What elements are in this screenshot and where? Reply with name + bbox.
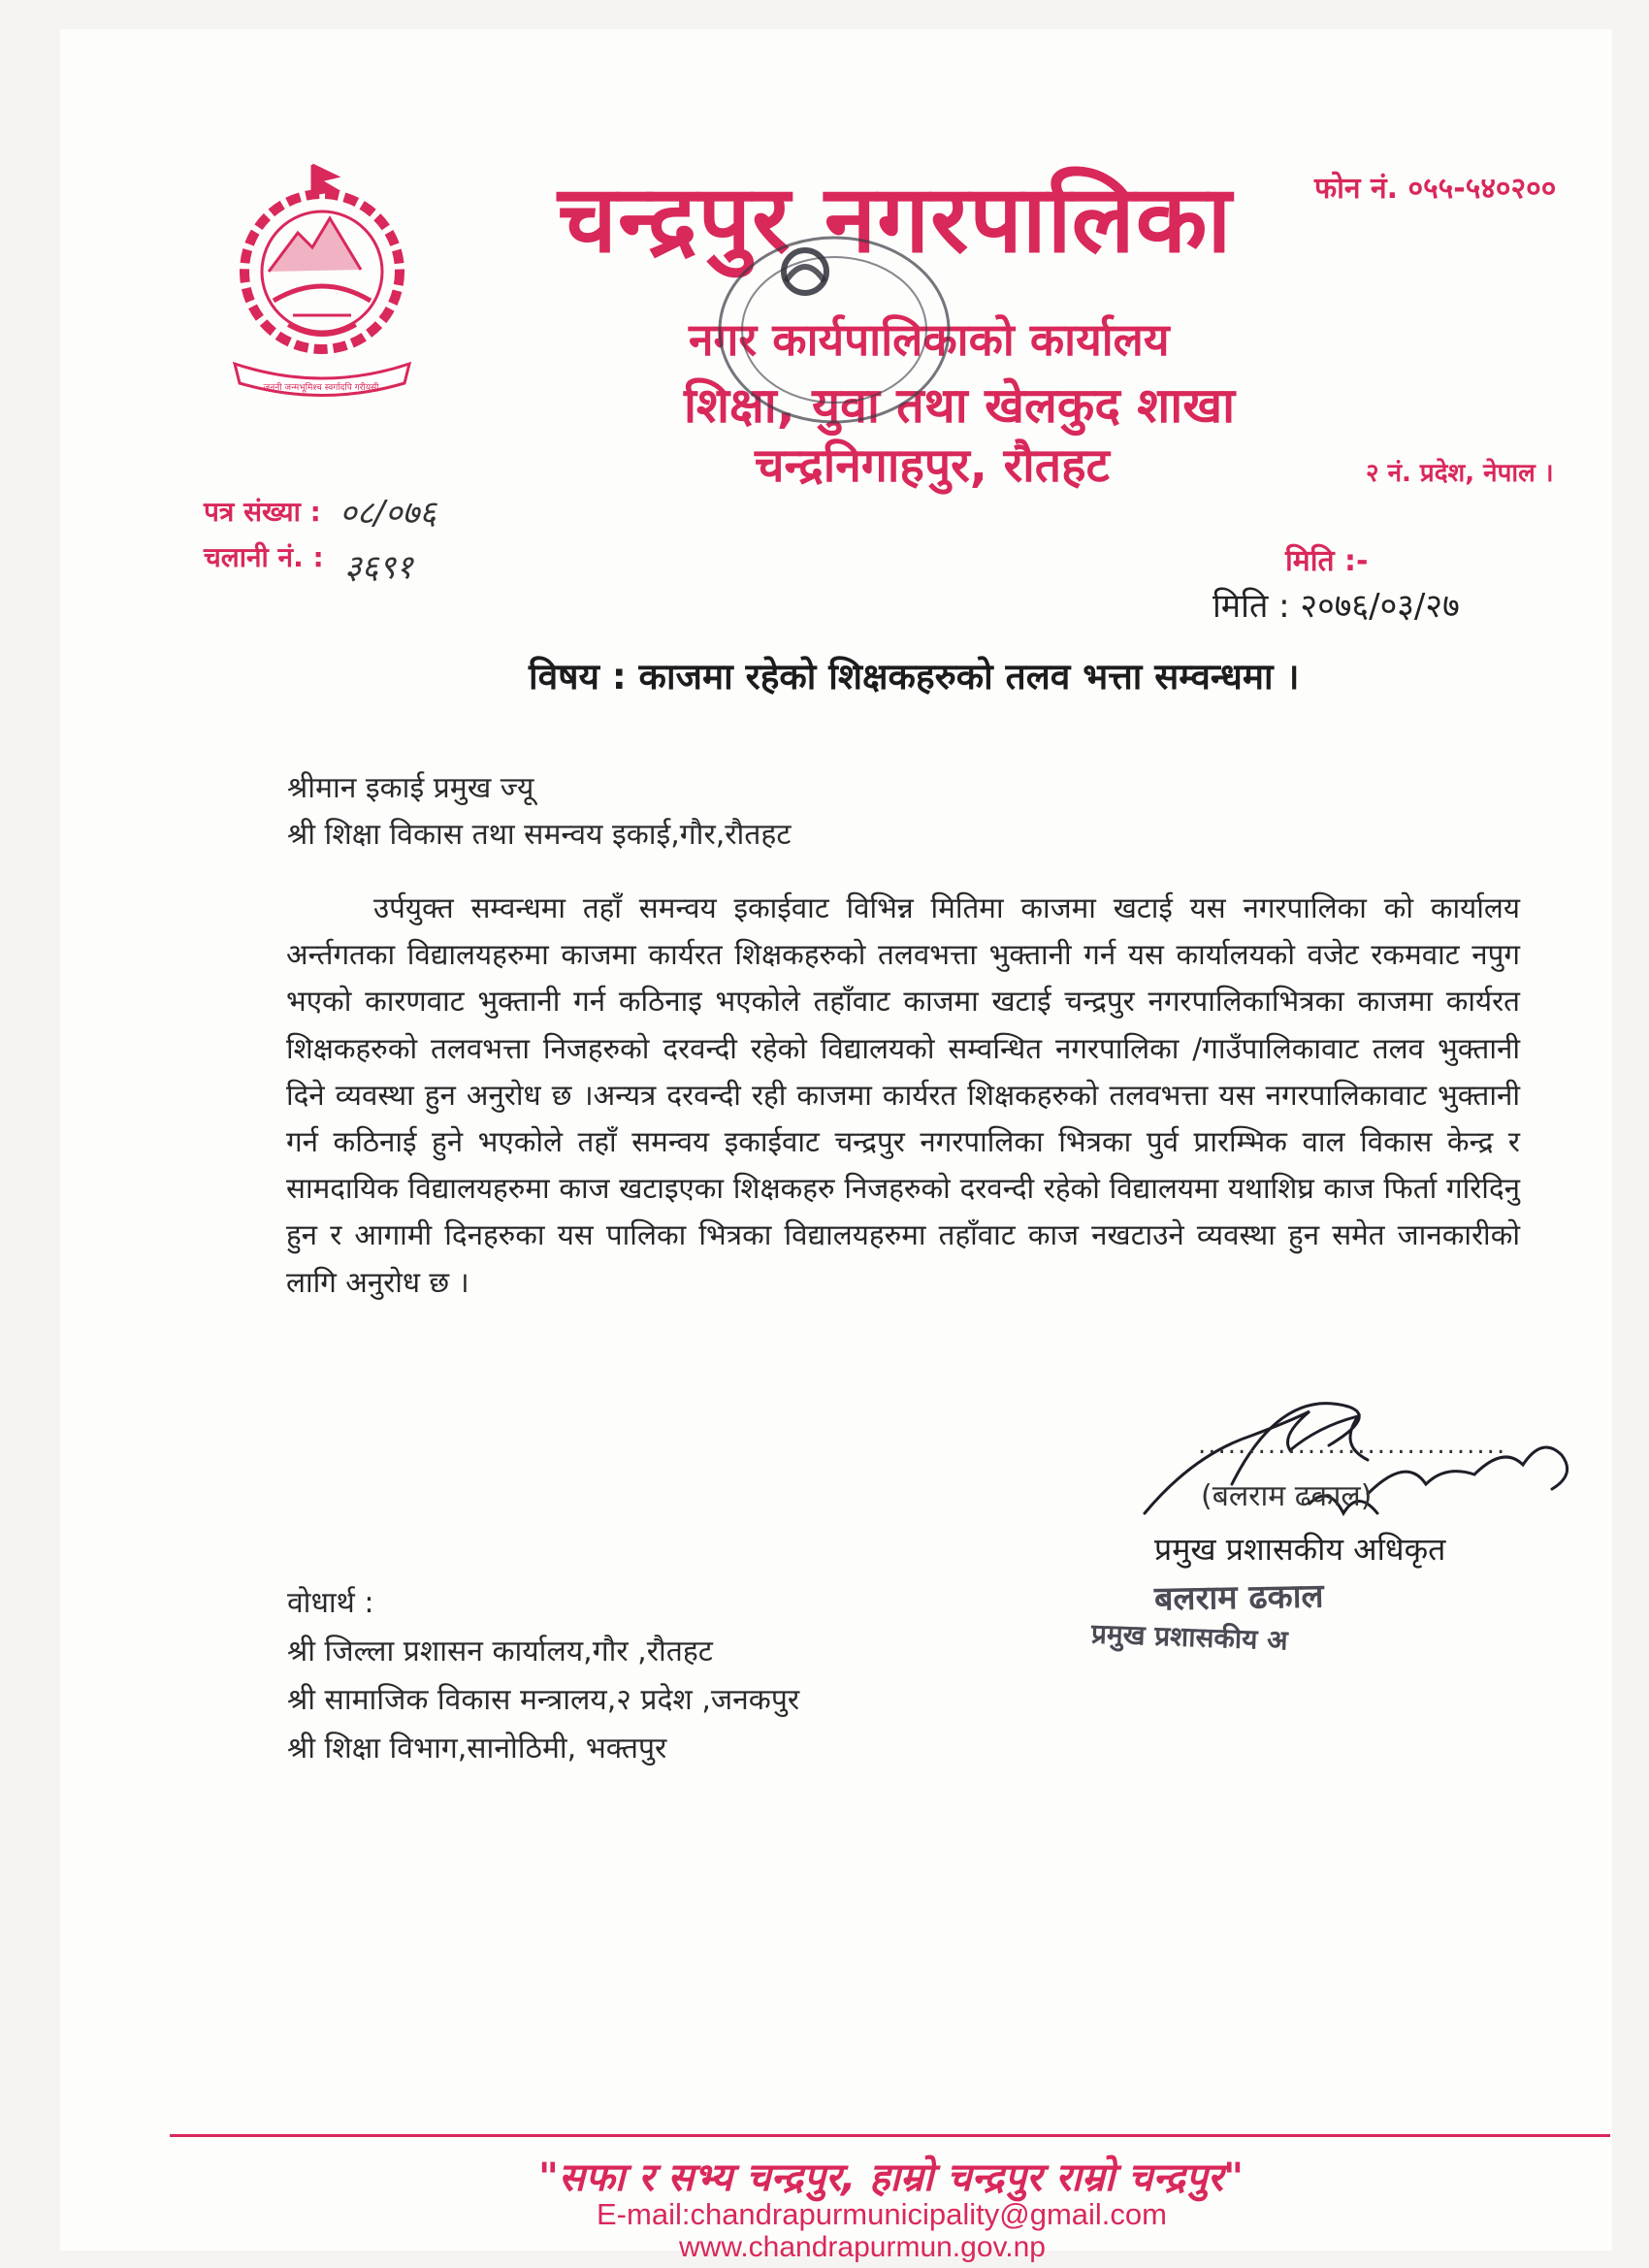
- title-stamp: प्रमुख प्रशासकीय अ: [1090, 1617, 1289, 1657]
- cc-item: श्री शिक्षा विभाग,सानोठिमी, भक्तपुर: [287, 1732, 667, 1766]
- handwritten-signature: [1135, 1368, 1581, 1552]
- chalani-value: ३६९१: [344, 548, 413, 587]
- signatory-title: प्रमुख प्रशासकीय अधिकृत: [1154, 1531, 1446, 1568]
- nepal-emblem-icon: [215, 155, 429, 398]
- phone-number: फोन नं. ०५५-५४०२००: [1314, 172, 1557, 206]
- letter-subject: विषय : काजमा रहेको शिक्षकहरुको तलव भत्ता सम्वन्धमा ।: [529, 656, 1300, 697]
- signatory-name: (बलराम ढकाल): [1201, 1479, 1373, 1513]
- office-name: नगर कार्यपालिकाको कार्यालय: [689, 313, 1170, 366]
- section-name: शिक्षा, युवा तथा खेलकुद शाखा: [684, 377, 1236, 434]
- cc-item: श्री सामाजिक विकास मन्त्रालय,२ प्रदेश ,जनकपुर: [287, 1683, 800, 1717]
- footer-divider: [170, 2134, 1610, 2137]
- chalani-label: चलानी नं. :: [204, 541, 324, 573]
- addressee-line-1: श्रीमान इकाई प्रमुख ज्यू: [287, 771, 534, 805]
- province-label: २ नं. प्रदेश, नेपाल ।: [1366, 459, 1554, 488]
- municipality-title: चन्द्रपुर नगरपालिका: [558, 165, 1233, 274]
- footer-website: www.chandrapurmun.gov.np: [679, 2231, 1046, 2263]
- letter-body: उर्पयुक्त सम्वन्धमा तहाँ समन्वय इकाईवाट विभिन्न मितिमा काजमा खटाई यस नगरपालिका को कार्यालय अर्न्तगतका विद्यालयहरुमा काजमा कार्यरत शिक्षकहरुको तलवभत्ता भुक्तानी गर्न यस कार्यालयको वजेट रकमवाट नपुग भएको कारणवाट भुक्तानी गर्न कठिनाइ भएकोले तहाँवाट काजमा खटाई चन्द्रपुर नगरपालिकाभित्रका काजमा कार्यरत शिक्षकहरुको तलवभत्ता निजहरुको दरवन्दी रहेको विद्यालयको सम्वन्धित नगरपालिका /गाउँपालिकावाट तलव भुक्तानी दिने व्यवस्था हुन अनुरोध छ ।अन्यत्र दरवन्दी रही काजमा कार्यरत शिक्षकहरुको तलवभत्ता यस नगरपालिकावाट भुक्तानी गर्न कठिनाई हुने भएकोले तहाँ समन्वय इकाईवाट चन्द्रपुर नगरपालिका भित्रका पुर्व प्रारम्भिक वाल विकास केन्द्र र सामदायिक विद्यालयहरुमा काज खटाइएका शिक्षकहरु निजहरुको दरवन्दी रहेको विद्यालयमा यथाशिघ्र काज फिर्ता गरिदिनु हुन र आगामी दिनहरुका यस पालिका भित्रका विद्यालयहरुमा तहाँवाट काज नखटाउने व्यवस्था हुन समेत जानकारीको लागि अनुरोध छ ।: [286, 891, 1520, 1299]
- footer-slogan: "सफा र सभ्य चन्द्रपुर, हाम्रो चन्द्रपुर राम्रो चन्द्रपुर": [538, 2155, 1244, 2200]
- addressee-line-2: श्री शिक्षा विकास तथा समन्वय इकाई,गौर,रौतहट: [287, 818, 792, 852]
- signature-line: ...............................: [1198, 1431, 1507, 1460]
- cc-label: वोधार्थ :: [287, 1586, 374, 1620]
- date-value: मिति : २०७६/०३/२७: [1212, 587, 1460, 626]
- date-label: मिति :-: [1285, 544, 1369, 578]
- cc-item: श्री जिल्ला प्रशासन कार्यालय,गौर ,रौतहट: [287, 1635, 713, 1669]
- patra-sankhya-value: ०८/०७६: [340, 494, 436, 533]
- footer-email: E-mail:chandrapurmunicipality@gmail.com: [597, 2197, 1167, 2231]
- office-address: चन्द्रनिगाहपुर, रौतहट: [755, 438, 1110, 493]
- name-stamp: बलराम ढकाल: [1153, 1576, 1324, 1619]
- office-seal-stamp: [708, 223, 960, 437]
- patra-sankhya-label: पत्र संख्या :: [204, 496, 321, 528]
- emblem-motto: जननी जन्मभूमिश्च स्वर्गादपि गरीयसी: [263, 383, 379, 393]
